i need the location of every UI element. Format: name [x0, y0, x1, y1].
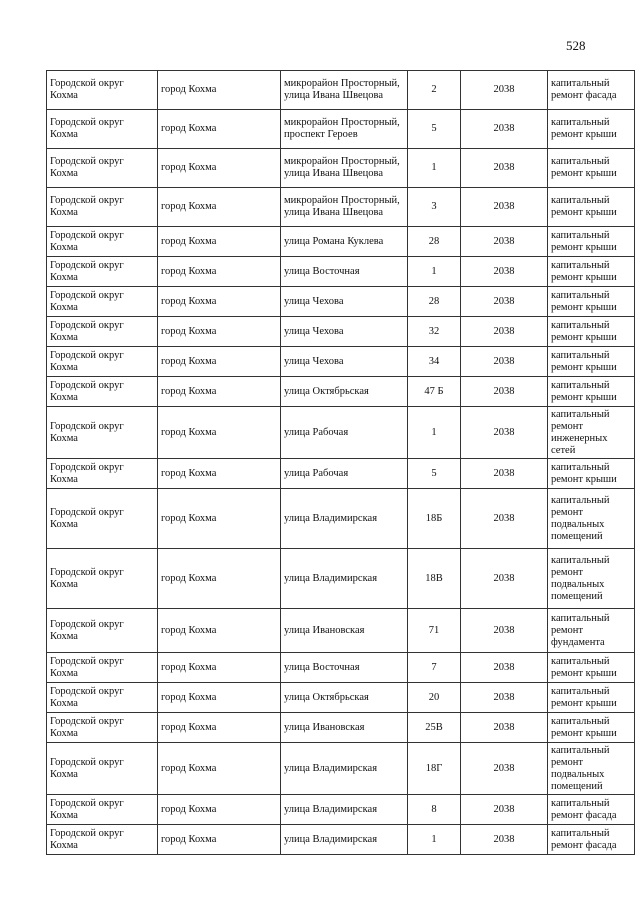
year-cell: 2038	[461, 683, 548, 713]
municipality-cell: Городской округ Кохма	[47, 377, 158, 407]
work-type-cell: капитальный ремонт крыши	[548, 287, 635, 317]
street-cell: микрорайон Просторный, проспект Героев	[281, 110, 408, 149]
street-cell: улица Владимирская	[281, 795, 408, 825]
house-number-cell: 1	[408, 825, 461, 855]
year-cell: 2038	[461, 377, 548, 407]
municipality-cell: Городской округ Кохма	[47, 549, 158, 609]
municipality-cell: Городской округ Кохма	[47, 795, 158, 825]
year-cell: 2038	[461, 287, 548, 317]
table-row	[47, 287, 635, 317]
house-number-cell: 18Г	[408, 743, 461, 795]
year-cell: 2038	[461, 713, 548, 743]
house-number-cell: 47 Б	[408, 377, 461, 407]
year-cell: 2038	[461, 743, 548, 795]
street-cell: улица Владимирская	[281, 743, 408, 795]
table-row	[47, 549, 635, 609]
table-row	[47, 683, 635, 713]
work-type-cell: капитальный ремонт крыши	[548, 377, 635, 407]
settlement-cell: город Кохма	[158, 743, 281, 795]
table-row	[47, 489, 635, 549]
municipality-cell: Городской округ Кохма	[47, 653, 158, 683]
municipality-cell: Городской округ Кохма	[47, 743, 158, 795]
year-cell: 2038	[461, 347, 548, 377]
settlement-cell: город Кохма	[158, 188, 281, 227]
street-cell: улица Чехова	[281, 287, 408, 317]
house-number-cell: 1	[408, 257, 461, 287]
work-type-cell: капитальный ремонт подвальных помещений	[548, 743, 635, 795]
street-cell: микрорайон Просторный, улица Ивана Швецова	[281, 71, 408, 110]
municipality-cell: Городской округ Кохма	[47, 683, 158, 713]
house-number-cell: 71	[408, 609, 461, 653]
work-type-cell: капитальный ремонт подвальных помещений	[548, 489, 635, 549]
year-cell: 2038	[461, 407, 548, 459]
settlement-cell: город Кохма	[158, 257, 281, 287]
house-number-cell: 5	[408, 459, 461, 489]
year-cell: 2038	[461, 459, 548, 489]
settlement-cell: город Кохма	[158, 227, 281, 257]
street-cell: улица Чехова	[281, 347, 408, 377]
table-row	[47, 795, 635, 825]
settlement-cell: город Кохма	[158, 459, 281, 489]
work-type-cell: капитальный ремонт фасада	[548, 825, 635, 855]
settlement-cell: город Кохма	[158, 149, 281, 188]
municipality-cell: Городской округ Кохма	[47, 489, 158, 549]
house-number-cell: 18В	[408, 549, 461, 609]
work-type-cell: капитальный ремонт крыши	[548, 683, 635, 713]
page-number: 528	[566, 38, 586, 53]
table-body	[47, 71, 635, 855]
year-cell: 2038	[461, 609, 548, 653]
settlement-cell: город Кохма	[158, 549, 281, 609]
municipality-cell: Городской округ Кохма	[47, 188, 158, 227]
street-cell: улица Чехова	[281, 317, 408, 347]
settlement-cell: город Кохма	[158, 377, 281, 407]
house-number-cell: 28	[408, 227, 461, 257]
street-cell: улица Октябрьская	[281, 683, 408, 713]
municipality-cell: Городской округ Кохма	[47, 71, 158, 110]
settlement-cell: город Кохма	[158, 287, 281, 317]
street-cell: улица Владимирская	[281, 489, 408, 549]
year-cell: 2038	[461, 149, 548, 188]
year-cell: 2038	[461, 653, 548, 683]
table-row	[47, 149, 635, 188]
house-number-cell: 2	[408, 71, 461, 110]
work-type-cell: капитальный ремонт фундамента	[548, 609, 635, 653]
house-number-cell: 7	[408, 653, 461, 683]
street-cell: улица Рабочая	[281, 407, 408, 459]
table-row	[47, 257, 635, 287]
work-type-cell: капитальный ремонт крыши	[548, 347, 635, 377]
table-row	[47, 347, 635, 377]
municipality-cell: Городской округ Кохма	[47, 609, 158, 653]
settlement-cell: город Кохма	[158, 825, 281, 855]
street-cell: микрорайон Просторный, улица Ивана Швецова	[281, 188, 408, 227]
year-cell: 2038	[461, 489, 548, 549]
municipality-cell: Городской округ Кохма	[47, 149, 158, 188]
settlement-cell: город Кохма	[158, 653, 281, 683]
house-number-cell: 32	[408, 317, 461, 347]
work-type-cell: капитальный ремонт крыши	[548, 459, 635, 489]
year-cell: 2038	[461, 227, 548, 257]
municipality-cell: Городской округ Кохма	[47, 347, 158, 377]
table-row	[47, 407, 635, 459]
settlement-cell: город Кохма	[158, 489, 281, 549]
work-type-cell: капитальный ремонт подвальных помещений	[548, 549, 635, 609]
street-cell: микрорайон Просторный, улица Ивана Швецова	[281, 149, 408, 188]
street-cell: улица Рабочая	[281, 459, 408, 489]
street-cell: улица Ивановская	[281, 609, 408, 653]
municipality-cell: Городской округ Кохма	[47, 825, 158, 855]
house-number-cell: 1	[408, 149, 461, 188]
year-cell: 2038	[461, 795, 548, 825]
work-type-cell: капитальный ремонт крыши	[548, 257, 635, 287]
street-cell: улица Октябрьская	[281, 377, 408, 407]
work-type-cell: капитальный ремонт крыши	[548, 110, 635, 149]
settlement-cell: город Кохма	[158, 683, 281, 713]
municipality-cell: Городской округ Кохма	[47, 459, 158, 489]
house-number-cell: 3	[408, 188, 461, 227]
table-row	[47, 825, 635, 855]
year-cell: 2038	[461, 825, 548, 855]
year-cell: 2038	[461, 317, 548, 347]
house-number-cell: 18Б	[408, 489, 461, 549]
year-cell: 2038	[461, 188, 548, 227]
municipality-cell: Городской округ Кохма	[47, 407, 158, 459]
work-type-cell: капитальный ремонт крыши	[548, 317, 635, 347]
house-number-cell: 20	[408, 683, 461, 713]
house-number-cell: 28	[408, 287, 461, 317]
municipality-cell: Городской округ Кохма	[47, 713, 158, 743]
table-row	[47, 110, 635, 149]
house-number-cell: 1	[408, 407, 461, 459]
house-number-cell: 25В	[408, 713, 461, 743]
settlement-cell: город Кохма	[158, 407, 281, 459]
table-row	[47, 459, 635, 489]
settlement-cell: город Кохма	[158, 71, 281, 110]
year-cell: 2038	[461, 71, 548, 110]
table-row	[47, 227, 635, 257]
table-row	[47, 188, 635, 227]
repair-schedule-table	[46, 70, 635, 855]
table-row	[47, 713, 635, 743]
house-number-cell: 8	[408, 795, 461, 825]
street-cell: улица Владимирская	[281, 825, 408, 855]
work-type-cell: капитальный ремонт крыши	[548, 653, 635, 683]
settlement-cell: город Кохма	[158, 347, 281, 377]
year-cell: 2038	[461, 110, 548, 149]
work-type-cell: капитальный ремонт крыши	[548, 713, 635, 743]
municipality-cell: Городской округ Кохма	[47, 110, 158, 149]
house-number-cell: 34	[408, 347, 461, 377]
work-type-cell: капитальный ремонт фасада	[548, 795, 635, 825]
street-cell: улица Восточная	[281, 257, 408, 287]
year-cell: 2038	[461, 257, 548, 287]
street-cell: улица Владимирская	[281, 549, 408, 609]
settlement-cell: город Кохма	[158, 609, 281, 653]
work-type-cell: капитальный ремонт крыши	[548, 149, 635, 188]
settlement-cell: город Кохма	[158, 110, 281, 149]
table-row	[47, 653, 635, 683]
work-type-cell: капитальный ремонт фасада	[548, 71, 635, 110]
table-row	[47, 377, 635, 407]
street-cell: улица Ивановская	[281, 713, 408, 743]
municipality-cell: Городской округ Кохма	[47, 287, 158, 317]
work-type-cell: капитальный ремонт крыши	[548, 227, 635, 257]
work-type-cell: капитальный ремонт крыши	[548, 188, 635, 227]
municipality-cell: Городской округ Кохма	[47, 227, 158, 257]
table-row	[47, 609, 635, 653]
house-number-cell: 5	[408, 110, 461, 149]
municipality-cell: Городской округ Кохма	[47, 257, 158, 287]
work-type-cell: капитальный ремонт инженерных сетей	[548, 407, 635, 459]
municipality-cell: Городской округ Кохма	[47, 317, 158, 347]
street-cell: улица Романа Куклева	[281, 227, 408, 257]
table-row	[47, 743, 635, 795]
settlement-cell: город Кохма	[158, 713, 281, 743]
settlement-cell: город Кохма	[158, 795, 281, 825]
settlement-cell: город Кохма	[158, 317, 281, 347]
table-row	[47, 71, 635, 110]
street-cell: улица Восточная	[281, 653, 408, 683]
table-row	[47, 317, 635, 347]
year-cell: 2038	[461, 549, 548, 609]
